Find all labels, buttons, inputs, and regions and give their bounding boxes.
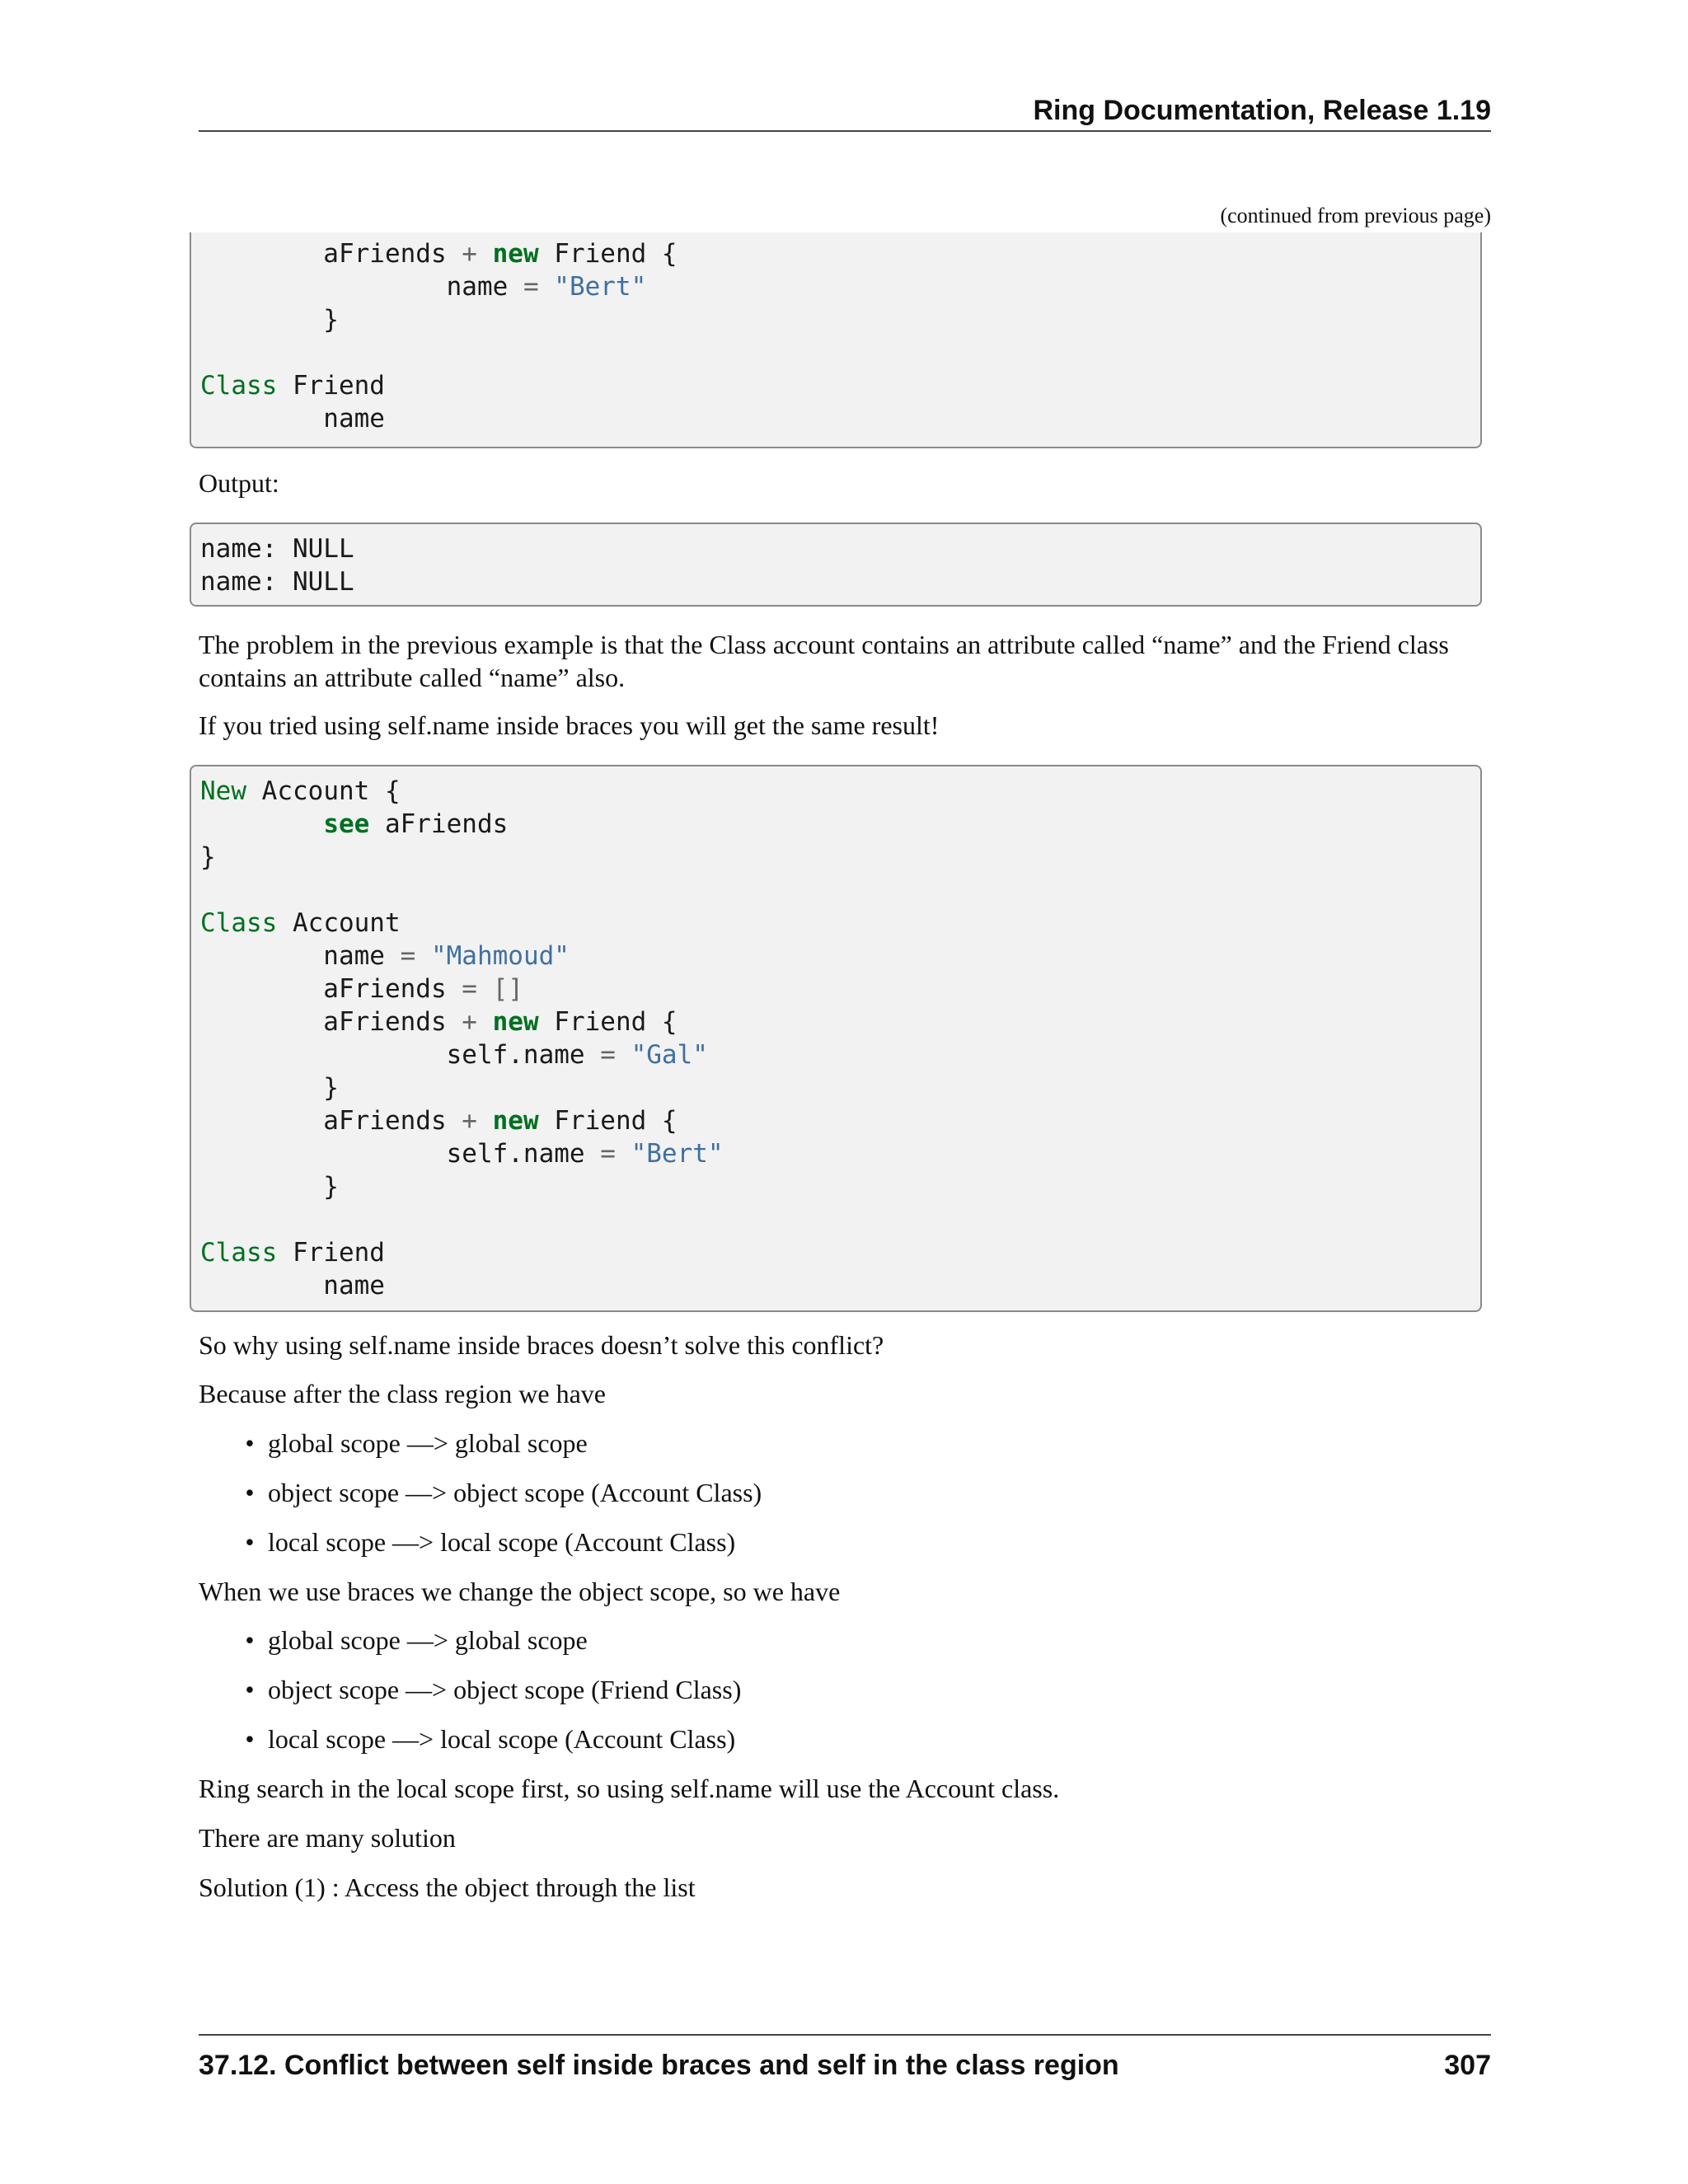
code-text: name: NULL [200, 534, 354, 564]
code-line [200, 237, 1472, 270]
paragraph-many-solutions: There are many solution [199, 1823, 456, 1853]
code-text: see aFriends [323, 809, 509, 839]
code-text: self.name = "Bert" [200, 1139, 724, 1169]
continued-label: (continued from previous page) [1220, 204, 1491, 227]
code-line [200, 402, 1472, 435]
code-text: aFriends = [] [200, 974, 523, 1004]
list-item [199, 1526, 762, 1575]
code-block-continued [190, 232, 1482, 448]
code-text: } [200, 305, 339, 335]
code-line [200, 1071, 1472, 1104]
list-item [199, 1722, 741, 1772]
list-item [199, 1624, 741, 1673]
paragraph-why: So why using self.name inside braces doesn’t solve this conflict? [199, 1330, 884, 1360]
code-line [200, 565, 1472, 598]
list-item-text: object scope —> object scope (Account Class) [268, 1478, 762, 1507]
code-line [200, 907, 1472, 940]
bullet-list-class-region [199, 1427, 762, 1575]
code-line [200, 532, 1472, 565]
paragraph-ring-search: Ring search in the local scope first, so using self.name will use the Account class. [199, 1774, 1060, 1803]
code-line [200, 808, 1472, 841]
code-text: aFriends + new Friend { [200, 1106, 678, 1136]
paragraph-tried: If you tried using self.name inside braces you will get the same result! [199, 710, 940, 740]
code-text: name: NULL [200, 567, 354, 597]
bullet-icon: • [245, 1428, 255, 1458]
bullet-icon: • [245, 1625, 255, 1655]
code-text: name = "Bert" [200, 272, 647, 302]
page-number: 307 [1444, 2050, 1491, 2081]
code-block-output [190, 523, 1482, 607]
code-line [200, 972, 1472, 1005]
bullet-icon: • [245, 1724, 255, 1754]
bullet-icon: • [245, 1527, 255, 1557]
code-line [200, 1038, 1472, 1071]
code-line [200, 1104, 1472, 1137]
output-label: Output: [199, 468, 279, 498]
code-line [200, 1137, 1472, 1170]
code-text: name [200, 404, 385, 434]
paragraph-problem: The problem in the previous example is that the Class account contains an attribute called “name” and the Friend class contains an attribute called “name” also. [199, 630, 1449, 692]
code-line [200, 775, 1472, 808]
code-text: } [200, 1073, 339, 1103]
code-text: aFriends + new Friend { [200, 1007, 678, 1037]
page-header [199, 91, 1491, 132]
code-text: self.name = "Gal" [200, 1040, 708, 1070]
page-footer [199, 2034, 1491, 2085]
list-item-text: local scope —> local scope (Account Class) [268, 1724, 736, 1754]
code-text: name [200, 1271, 385, 1301]
bullet-list-braces [199, 1624, 741, 1772]
code-text: Class Friend [200, 1238, 385, 1268]
header-title: Ring Documentation, Release 1.19 [1033, 95, 1491, 126]
code-line [200, 1236, 1472, 1269]
code-line [200, 841, 1472, 874]
list-item-text: global scope —> global scope [268, 1428, 588, 1458]
paragraph-because: Because after the class region we have [199, 1379, 606, 1408]
list-item [199, 1476, 762, 1526]
list-item-text: global scope —> global scope [268, 1625, 588, 1655]
list-item [199, 1673, 741, 1722]
code-line [200, 270, 1472, 303]
code-text: New Account { [200, 776, 401, 806]
footer-section-title: 37.12. Conflict between self inside braces and self in the class region [199, 2050, 1119, 2081]
code-line [200, 369, 1472, 402]
code-block-self-name [190, 765, 1482, 1312]
code-line [200, 303, 1472, 336]
code-text: Class Friend [200, 371, 385, 401]
code-text: } [200, 1172, 339, 1202]
list-item-text: object scope —> object scope (Friend Class) [268, 1675, 742, 1704]
code-line [200, 940, 1472, 972]
bullet-icon: • [245, 1478, 255, 1507]
code-line [200, 1203, 1472, 1236]
bullet-icon: • [245, 1675, 255, 1704]
code-line [200, 874, 1472, 907]
code-line [200, 1269, 1472, 1302]
code-text: Class Account [200, 908, 401, 938]
list-item-text: local scope —> local scope (Account Class) [268, 1527, 736, 1557]
paragraph-when: When we use braces we change the object scope, so we have [199, 1577, 841, 1606]
code-text: aFriends + new Friend { [200, 239, 678, 269]
code-line [200, 336, 1472, 369]
code-text: } [200, 842, 216, 872]
list-item [199, 1427, 762, 1476]
code-text: name = "Mahmoud" [200, 941, 570, 971]
code-line [200, 1005, 1472, 1038]
paragraph-solution-1: Solution (1) : Access the object through the list [199, 1872, 696, 1902]
code-line [200, 1170, 1472, 1203]
